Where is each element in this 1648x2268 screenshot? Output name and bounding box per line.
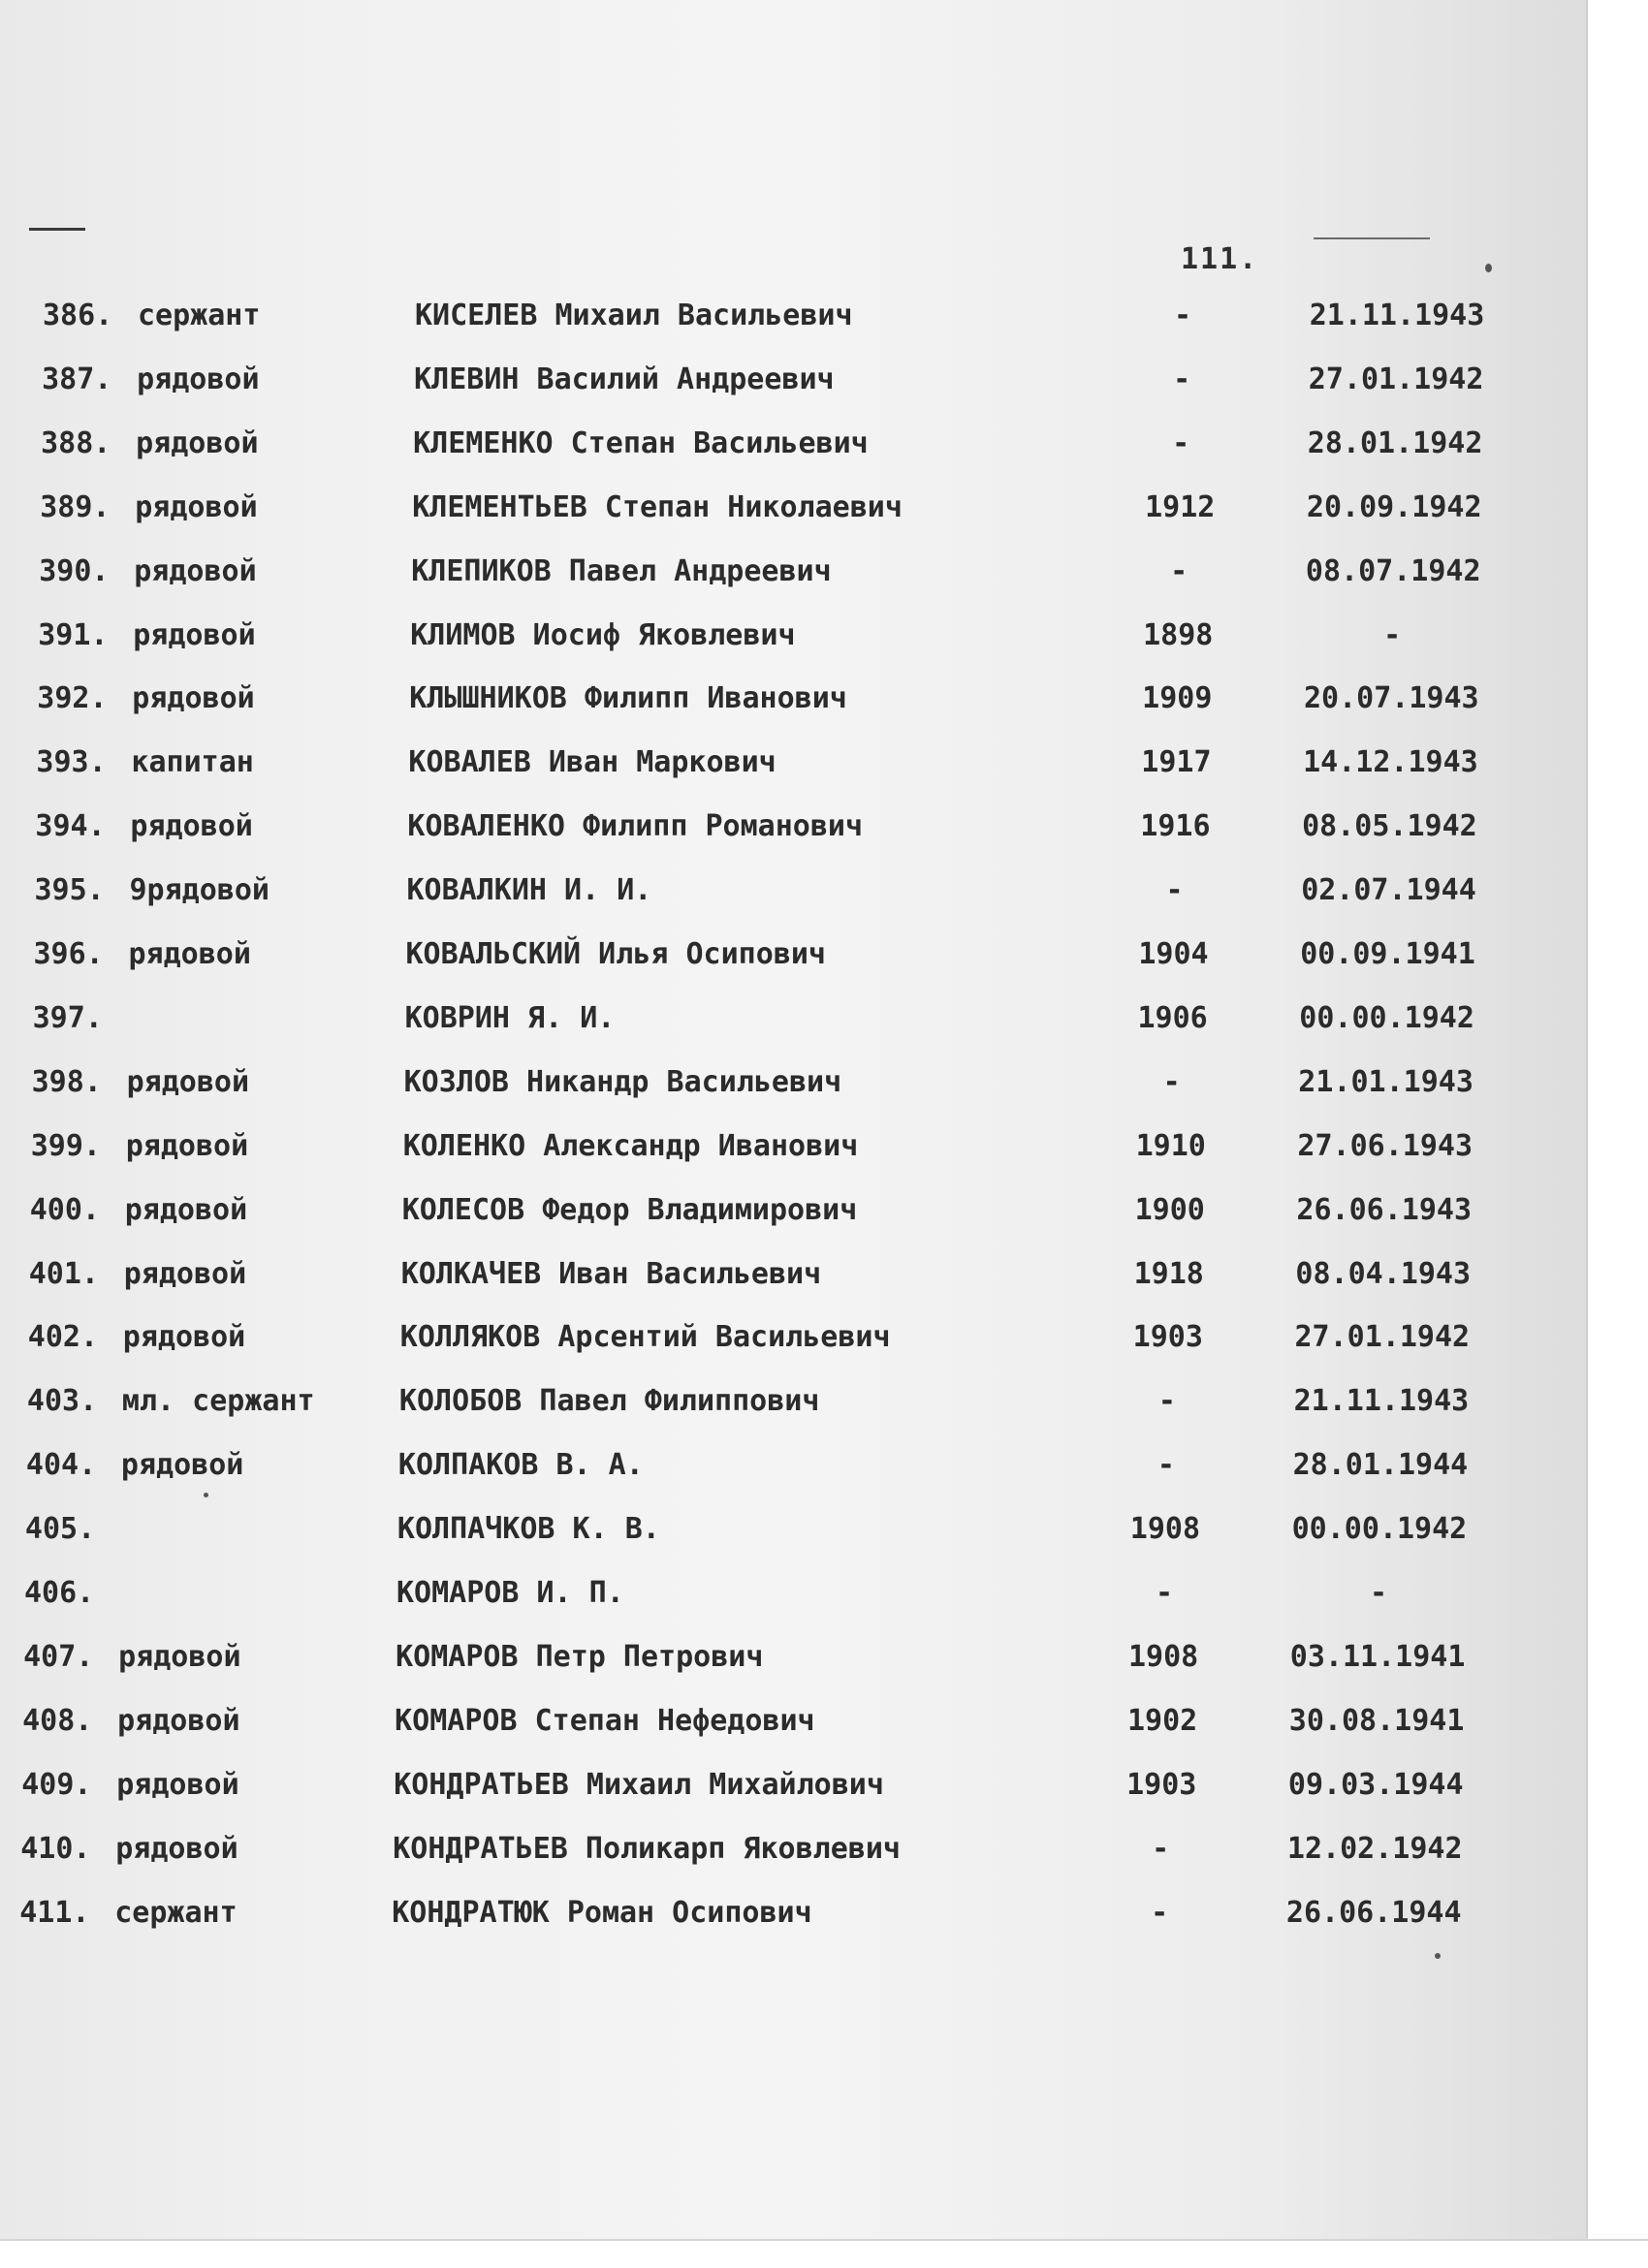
row-number: 400.	[29, 1192, 100, 1227]
table-row	[0, 1896, 1563, 1944]
table-row	[0, 1448, 1569, 1496]
table-row	[0, 1832, 1564, 1880]
row-rank: рядовой	[116, 1767, 239, 1802]
scan-speck	[204, 1493, 208, 1497]
row-rank: сержант	[114, 1895, 238, 1930]
row-birth-year: 1918	[1133, 1256, 1204, 1291]
row-number: 410.	[20, 1831, 91, 1866]
table-row	[0, 426, 1584, 475]
scan-margin-right	[1586, 0, 1648, 2266]
row-death-date: 30.08.1941	[1288, 1703, 1465, 1738]
row-name: КОЛЕНКО Александр Иванович	[402, 1128, 859, 1163]
row-death-date: 27.06.1943	[1297, 1128, 1474, 1163]
row-name: КОНДРАТЮК Роман Осипович	[392, 1895, 812, 1930]
row-rank: капитан	[131, 745, 254, 780]
row-birth-year: 1908	[1127, 1639, 1199, 1674]
row-rank: рядовой	[123, 1256, 247, 1291]
row-rank: рядовой	[117, 1703, 240, 1738]
row-death-date: 12.02.1942	[1286, 1831, 1463, 1866]
row-number: 389.	[40, 489, 111, 524]
table-row	[0, 1384, 1570, 1433]
row-name: КОЛПАКОВ В. А.	[397, 1448, 644, 1483]
table-row	[0, 937, 1577, 986]
row-rank: рядовой	[133, 617, 256, 652]
row-name: КОЗЛОВ Никандр Васильевич	[403, 1064, 842, 1099]
row-name: КОНДРАТЬЕВ Михаил Михайлович	[394, 1767, 884, 1802]
row-number: 402.	[27, 1320, 99, 1355]
table-row	[0, 1640, 1567, 1688]
row-number: 406.	[24, 1576, 95, 1610]
row-rank: рядовой	[130, 809, 253, 844]
row-birth-year: 1900	[1134, 1192, 1205, 1227]
row-rank: рядовой	[125, 1128, 249, 1163]
row-death-date: 00.00.1942	[1299, 1000, 1474, 1035]
row-death-date: 21.11.1943	[1309, 299, 1485, 332]
row-death-date: 14.12.1943	[1303, 745, 1478, 780]
row-number: 399.	[30, 1128, 101, 1163]
row-birth-year: 1898	[1143, 617, 1214, 652]
row-death-date: 28.01.1942	[1307, 425, 1483, 460]
row-number: 403.	[26, 1384, 98, 1419]
row-rank: рядовой	[115, 1831, 238, 1866]
row-number: 401.	[28, 1256, 99, 1291]
row-death-date: 08.05.1942	[1302, 809, 1477, 844]
row-name: КОМАРОВ И. П.	[396, 1576, 624, 1610]
table-row	[0, 1257, 1572, 1306]
row-name: КЛИМОВ Иосиф Яковлевич	[410, 617, 796, 652]
row-number: 392.	[37, 681, 108, 716]
row-death-date: -	[1369, 1576, 1388, 1610]
row-name: КЛЕМЕНТЬЕВ Степан Николаевич	[412, 489, 903, 524]
scan-speck	[1435, 1953, 1441, 1959]
row-name: КЛЫШНИКОВ Филипп Иванович	[409, 681, 847, 716]
row-rank: рядовой	[136, 425, 259, 460]
table-row	[0, 1193, 1573, 1242]
row-number: 390.	[39, 553, 110, 588]
row-death-date: 08.07.1942	[1305, 553, 1481, 588]
row-birth-year: -	[1165, 873, 1184, 908]
row-birth-year: -	[1173, 362, 1191, 396]
row-death-date: 20.09.1942	[1306, 489, 1482, 524]
row-death-date: 08.04.1943	[1295, 1256, 1472, 1291]
row-birth-year: -	[1173, 299, 1192, 332]
row-death-date: 00.09.1941	[1300, 937, 1475, 971]
row-death-date: 20.07.1943	[1303, 681, 1479, 716]
row-birth-year: -	[1170, 553, 1188, 588]
row-name: КОВАЛЬСКИЙ Илья Осипович	[405, 937, 826, 971]
row-death-date: 27.01.1942	[1308, 362, 1484, 396]
row-birth-year: 1904	[1138, 937, 1209, 971]
row-number: 388.	[41, 425, 111, 460]
row-birth-year: -	[1152, 1831, 1170, 1866]
row-name: КОЛЛЯКОВ Арсентий Васильевич	[399, 1320, 891, 1355]
row-death-date: 26.06.1944	[1285, 1895, 1462, 1930]
table-row	[0, 681, 1580, 730]
row-number: 409.	[21, 1767, 92, 1802]
scan-margin-bottom	[0, 2239, 1648, 2268]
table-row	[0, 1129, 1574, 1178]
table-row	[0, 362, 1585, 411]
row-birth-year: 1903	[1132, 1320, 1203, 1355]
table-row	[0, 1768, 1565, 1816]
row-birth-year: 1917	[1141, 745, 1212, 780]
row-name: КОЛКАЧЕВ Иван Васильевич	[400, 1256, 822, 1291]
row-rank: сержант	[138, 299, 261, 332]
row-name: КЛЕВИН Василий Андреевич	[414, 362, 835, 396]
row-name: КИСЕЛЕВ Михаил Васильевич	[415, 299, 853, 332]
scan-speck	[1485, 264, 1492, 272]
row-rank: рядовой	[126, 1064, 250, 1099]
row-birth-year: -	[1155, 1576, 1174, 1610]
row-rank: рядовой	[124, 1192, 248, 1227]
row-name: КОВРИН Я. И.	[404, 1000, 616, 1035]
row-rank: 9рядовой	[129, 873, 269, 908]
row-death-date: -	[1383, 617, 1402, 652]
row-name: КОВАЛЕНКО Филипп Романович	[407, 809, 864, 844]
table-row	[0, 618, 1581, 667]
row-name: КОНДРАТЬЕВ Поликарп Яковлевич	[393, 1831, 901, 1866]
row-number: 398.	[31, 1064, 102, 1099]
table-row	[0, 1512, 1569, 1560]
row-birth-year: -	[1157, 1384, 1176, 1419]
row-name: КОЛПАЧКОВ К. В.	[396, 1512, 660, 1547]
table-row	[0, 1320, 1571, 1369]
row-birth-year: -	[1157, 1448, 1175, 1483]
row-rank: мл. сержант	[121, 1384, 315, 1419]
table-row	[0, 745, 1579, 794]
table-row	[0, 1576, 1568, 1624]
row-birth-year: 1902	[1126, 1703, 1198, 1738]
row-name: КЛЕМЕНКО Степан Васильевич	[413, 425, 869, 460]
table-row	[0, 554, 1582, 603]
row-rank: рядовой	[132, 681, 255, 716]
row-death-date: 27.01.1942	[1294, 1320, 1471, 1355]
row-birth-year: 1916	[1140, 809, 1211, 844]
page-number: 111.	[1181, 242, 1259, 276]
row-name: КЛЕПИКОВ Павел Андреевич	[411, 553, 832, 588]
row-birth-year: 1903	[1126, 1767, 1197, 1802]
table-row	[0, 809, 1578, 858]
row-number: 397.	[32, 1000, 103, 1035]
row-number: 393.	[36, 745, 107, 780]
row-birth-year: 1912	[1145, 489, 1216, 524]
row-name: КОВАЛКИН И. И.	[406, 873, 652, 908]
row-rank: рядовой	[135, 489, 258, 524]
row-name: КОЛОБОВ Павел Филиппович	[398, 1384, 820, 1419]
row-death-date: 21.11.1943	[1293, 1384, 1470, 1419]
row-name: КОМАРОВ Степан Нефедович	[395, 1703, 815, 1738]
row-birth-year: -	[1151, 1895, 1169, 1930]
table-row	[0, 490, 1583, 539]
row-number: 387.	[42, 362, 112, 396]
row-birth-year: 1910	[1135, 1128, 1206, 1163]
table-row	[0, 873, 1578, 922]
row-birth-year: -	[1172, 425, 1190, 460]
row-birth-year: 1908	[1129, 1512, 1201, 1547]
row-rank: рядовой	[122, 1320, 246, 1355]
row-number: 405.	[24, 1512, 96, 1547]
row-death-date: 03.11.1941	[1289, 1639, 1466, 1674]
row-rank: рядовой	[128, 937, 251, 971]
row-number: 386.	[43, 299, 113, 332]
row-birth-year: 1906	[1137, 1000, 1208, 1035]
row-name: КОЛЕСОВ Федор Владимирович	[401, 1192, 858, 1227]
row-birth-year: -	[1162, 1064, 1181, 1099]
row-rank: рядовой	[118, 1639, 241, 1674]
table-row	[0, 1704, 1566, 1752]
table-row	[0, 1065, 1575, 1114]
table-row	[0, 299, 1586, 347]
row-name: КОМАРОВ Петр Петрович	[396, 1639, 764, 1674]
row-birth-year: 1909	[1142, 681, 1213, 716]
row-death-date: 26.06.1943	[1296, 1192, 1473, 1227]
row-number: 396.	[33, 937, 104, 971]
row-number: 407.	[23, 1639, 94, 1674]
row-name: КОВАЛЕВ Иван Маркович	[408, 745, 776, 780]
row-death-date: 09.03.1944	[1287, 1767, 1464, 1802]
row-rank: рядовой	[120, 1448, 244, 1483]
row-number: 394.	[35, 809, 106, 844]
row-death-date: 00.00.1942	[1291, 1512, 1468, 1547]
row-number: 404.	[25, 1448, 97, 1483]
table-row	[0, 1001, 1576, 1050]
row-rank: рядовой	[137, 362, 260, 396]
row-death-date: 21.01.1943	[1298, 1064, 1474, 1099]
row-rank: рядовой	[134, 553, 257, 588]
row-death-date: 02.07.1944	[1301, 873, 1476, 908]
row-number: 391.	[38, 617, 109, 652]
row-number: 411.	[19, 1895, 90, 1930]
row-number: 408.	[22, 1703, 93, 1738]
row-number: 395.	[34, 873, 105, 908]
row-death-date: 28.01.1944	[1292, 1448, 1469, 1483]
